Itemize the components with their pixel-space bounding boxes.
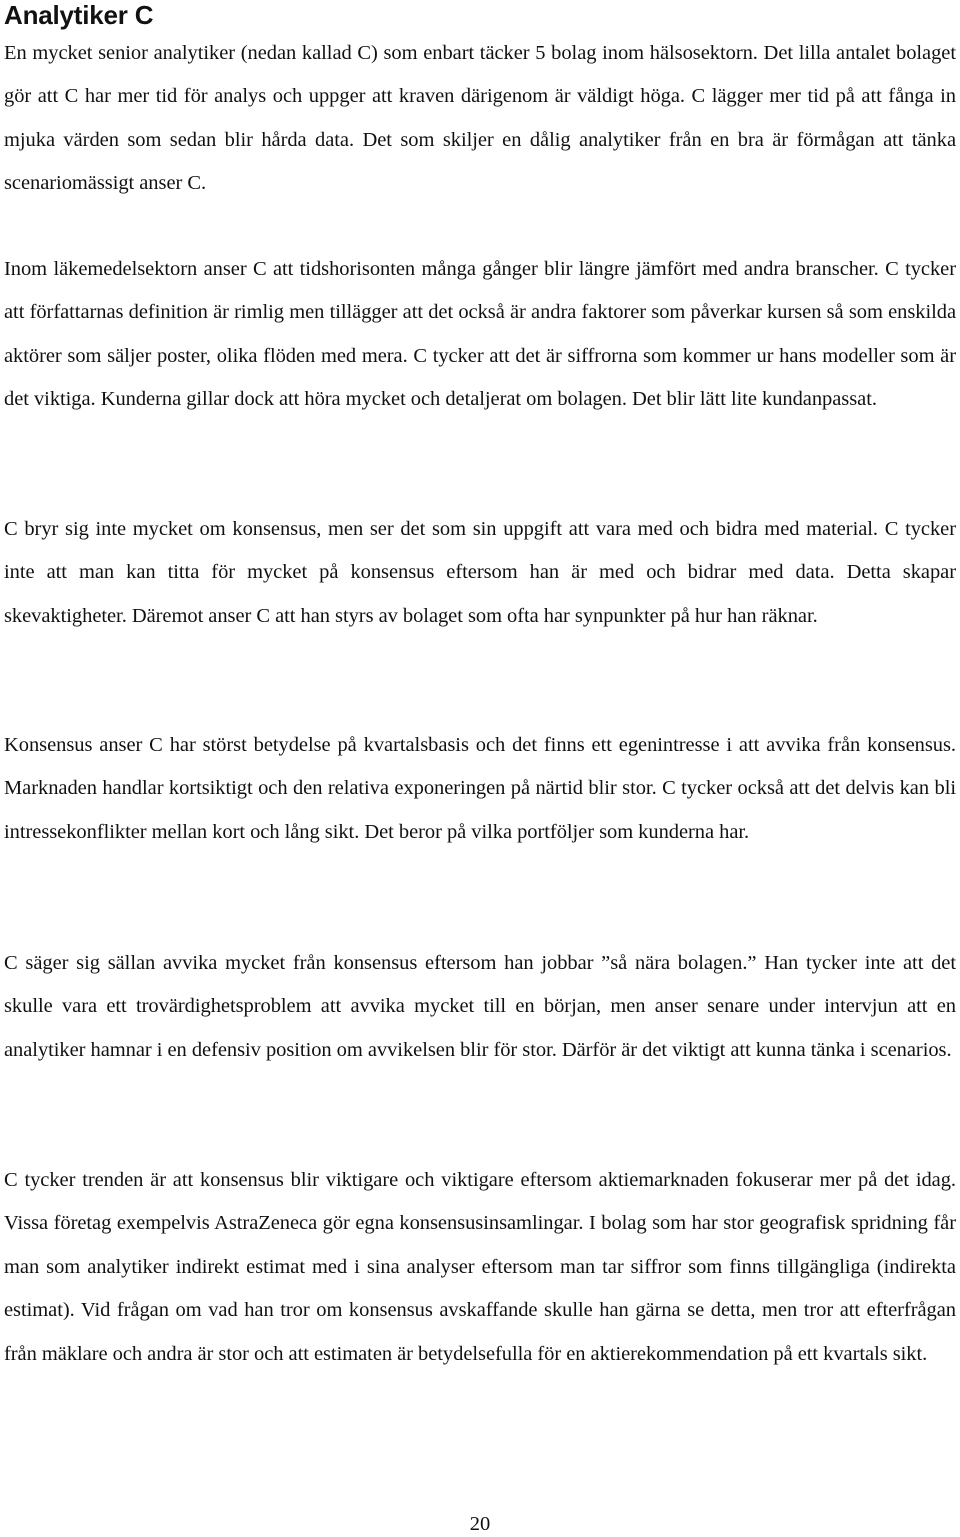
paragraph-intro: En mycket senior analytiker (nedan kallad C) som enbart täcker 5 bolag inom hälsosektorn. Det lilla antalet bolaget gör att C har mer tid för analys och uppger att kraven därigenom är väldigt höga. C lägger mer tid på att fånga in mjuka värden som sedan blir hårda data. Det som skiljer en dålig analytiker från en bra är förmågan att tänka scenariomässigt anser C.: [4, 42, 956, 194]
section-heading: Analytiker C: [4, 0, 154, 30]
page-number: 20: [469, 1513, 491, 1535]
paragraph-consensus-attitude: C bryr sig inte mycket om konsensus, men ser det som sin uppgift att vara med och bidra med material. C tycker inte att man kan titta för mycket på konsensus eftersom han är med och bidrar med data. Detta skapar skevaktigheter. Däremot anser C att han styrs av bolaget som ofta har synpunkter på hur han räknar.: [4, 518, 956, 627]
paragraph-trend: C tycker trenden är att konsensus blir viktigare och viktigare eftersom aktiemarknaden fokuserar mer på det idag. Vissa företag exempelvis AstraZeneca gör egna konsensusinsamlingar. I bolag som har stor geografisk spridning får man som analytiker indirekt estimat med i sina analyser eftersom man tar siffror som finns tillgängliga (indirekta estimat). Vid frågan om vad han tror om konsensus avskaffande skulle han gärna se detta, men tror att efterfrågan från mäklare och andra är stor och att estimaten är betydelsefulla för en aktierekommendation på ett kvartals sikt.: [4, 1169, 956, 1365]
paragraph-quarterly-consensus: Konsensus anser C har störst betydelse på kvartalsbasis och det finns ett egenintresse i att avvika från konsensus. Marknaden handlar kortsiktigt och den relativa exponeringen på närtid blir stor. C tycker också att det delvis kan bli intressekonflikter mellan kort och lång sikt. Det beror på vilka portföljer som kunderna har.: [4, 734, 956, 843]
paragraph-time-horizon: Inom läkemedelsektorn anser C att tidshorisonten många gånger blir längre jämfört med andra branscher. C tycker att författarnas definition är rimlig men tillägger att det också är andra faktorer som påverkar kursen så som enskilda aktörer som säljer poster, olika flöden med mera. C tycker att det är siffrorna som kommer ur hans modeller som är det viktiga. Kunderna gillar dock att höra mycket och detaljerat om bolagen. Det blir lätt lite kundanpassat.: [4, 258, 956, 411]
paragraph-deviation: C säger sig sällan avvika mycket från konsensus eftersom han jobbar ”så nära bolagen.” Han tycker inte att det skulle vara ett trovärdighetsproblem att avvika mycket till en början, men anser senare under intervjun att en analytiker hamnar i en defensiv position om avvikelsen blir för stor. Därför är det viktigt att kunna tänka i scenarios.: [4, 952, 956, 1061]
